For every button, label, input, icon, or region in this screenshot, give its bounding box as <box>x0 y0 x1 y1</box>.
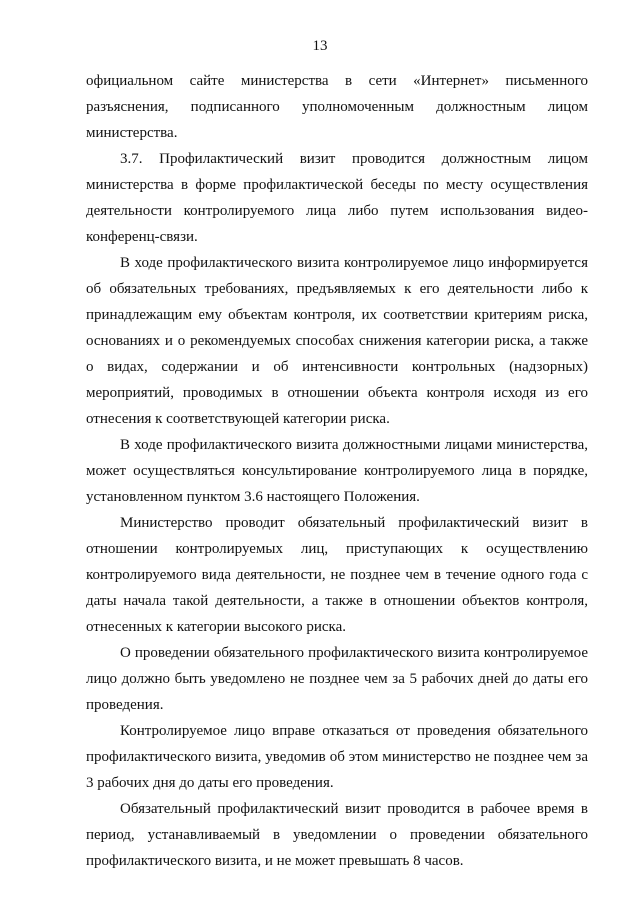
paragraph-duration: Обязательный профилактический визит проводится в рабочее время в период, устанавливаемый в уведомлении о проведении обязательного профилактического визита, и не может превышать 8 часов. <box>86 801 588 869</box>
document-body <box>86 68 588 874</box>
paragraph-consulting: В ходе профилактического визита должностными лицами министерства, может осуществляться консультирование контролируемого лица в порядке, установленном пунктом 3.6 настоящего Положения. <box>86 437 588 505</box>
paragraph-refusal: Контролируемое лицо вправе отказаться от проведения обязательного профилактического визита, уведомив об этом министерство не позднее чем за 3 рабочих дня до даты его проведения. <box>86 723 588 791</box>
paragraph-notification: О проведении обязательного профилактического визита контролируемое лицо должно быть уведомлено не позднее чем за 5 рабочих дней до даты его проведения. <box>86 645 588 713</box>
paragraph-mandatory-visit: Министерство проводит обязательный профилактический визит в отношении контролируемых лиц, приступающих к осуществлению контролируемого вида деятельности, не позднее чем в течение одного года с даты начала такой деятельности, а также в отношении объектов контроля, отнесенных к категории высокого риска. <box>86 515 588 635</box>
paragraph-3-7: 3.7. Профилактический визит проводится должностным лицом министерства в форме профилактической беседы по месту осуществления деятельности контролируемого лица либо путем использования видео-конференц-связи. <box>86 151 588 245</box>
paragraph-continuation: официальном сайте министерства в сети «Интернет» письменного разъяснения, подписанного уполномоченным должностным лицом министерства. <box>86 73 588 141</box>
page-number: 13 <box>312 38 328 54</box>
paragraph-visit-information: В ходе профилактического визита контролируемое лицо информируется об обязательных требованиях, предъявляемых к его деятельности либо к принадлежащим ему объектам контроля, их соответствии критериям риска, основаниях и о рекомендуемых способах снижения категории риска, а также о видах, содержании и об интенсивности контрольных (надзорных) мероприятий, проводимых в отношении объекта контроля исходя из его отнесения к соответствующей категории риска. <box>86 255 588 427</box>
